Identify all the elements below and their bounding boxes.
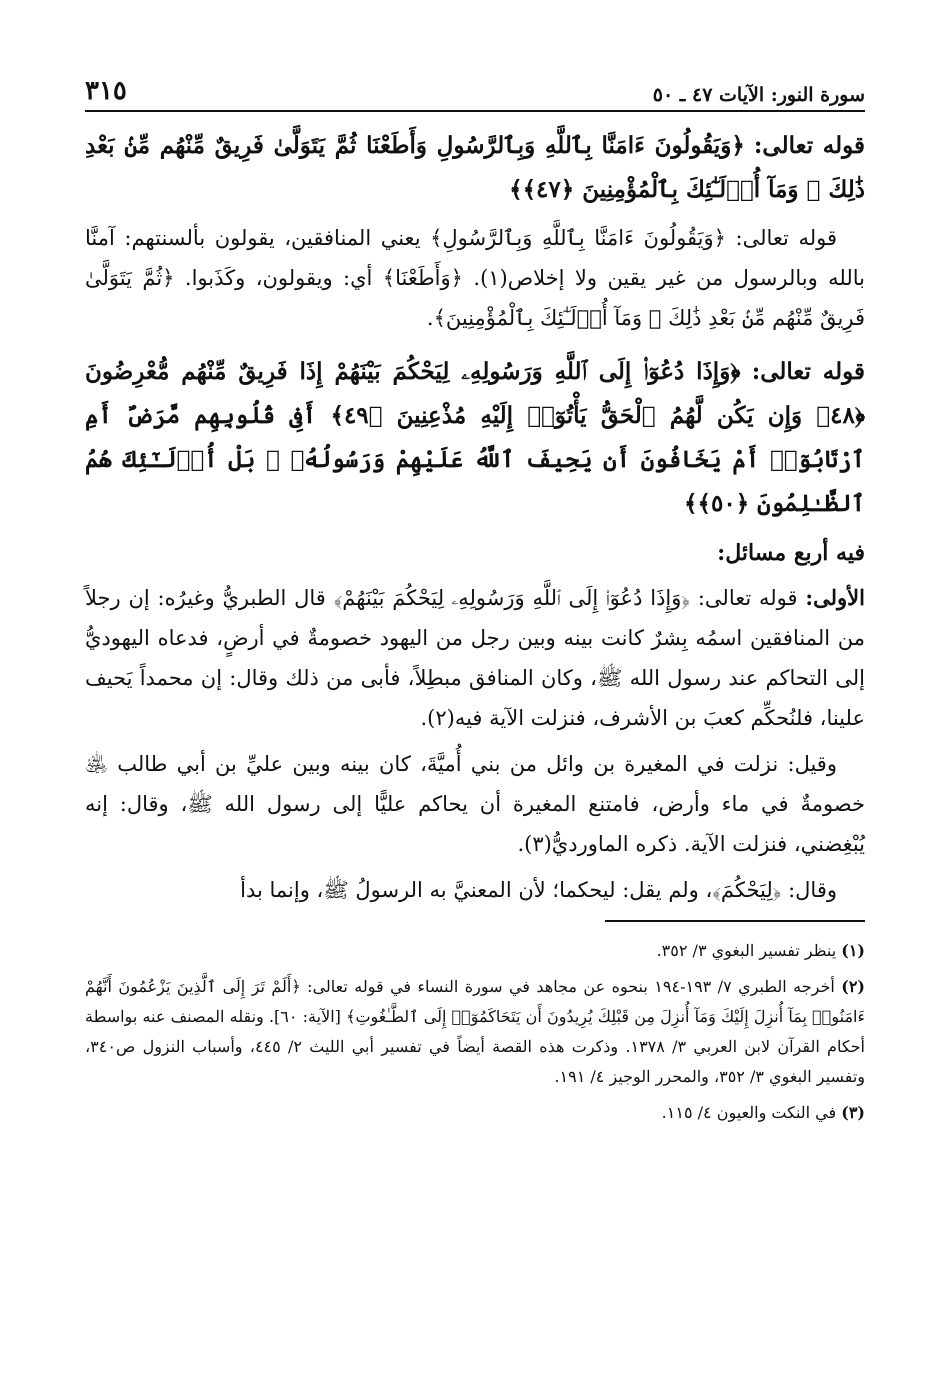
footnote-3 <box>85 1098 865 1128</box>
footnotes <box>85 936 865 1128</box>
verse-block-47 <box>85 124 865 212</box>
verse-lead: قوله تعالى: <box>751 358 865 385</box>
running-header <box>85 68 865 112</box>
verse-lead: قوله تعالى: <box>753 132 866 159</box>
quran-verse-text: ﴿وَيَقُولُونَ ءَامَنَّا بِٱللَّهِ وَبِٱلرَّسُولِ وَأَطَعْنَا ثُمَّ يَتَوَلَّىٰ فَرِيقٌ مِّنْهُم مِّنۢ بَعْدِ ذَٰلِكَ ۚ وَمَآ أُو۟لَـٰٓئِكَ بِٱلْمُؤْمِنِينَ ﴿٤٧﴾﴾ <box>85 132 865 203</box>
issue-label: الأولى: <box>805 585 865 610</box>
footnote-text: ينظر تفسير البغوي ٣/ ٣٥٢. <box>656 941 837 960</box>
commentary-paragraph: وقال: ﴿لِيَحْكُمَ﴾، ولم يقل: ليحكما؛ لأن المعنيَّ به الرسولُ ﷺ، وإنما بدأ <box>240 878 837 902</box>
commentary-paragraph: قوله تعالى: ﴿وَيَقُولُونَ ءَامَنَّا بِٱللَّهِ وَبِٱلرَّسُولِ﴾ يعني المنافقين، يقولون بألسنتهم: آمنَّا بالله وبالرسول من غير يقين ولا إخلاص(١). ﴿وَأَطَعْنَا﴾ أي: ويقولون، وكَذَبوا. ﴿ثُمَّ يَتَوَلَّىٰ فَرِيقٌ مِّنْهُم مِّنۢ بَعْدِ ذَٰلِكَ ۚ وَمَآ أُو۟لَـٰٓئِكَ بِٱلْمُؤْمِنِينَ﴾. <box>85 226 865 330</box>
footnote-1 <box>85 936 865 966</box>
page-number: ٣١٥ <box>85 76 127 106</box>
footnote-text: في النكت والعيون ٤/ ١١٥. <box>661 1103 837 1122</box>
header-title: سورة النور: الآيات ٤٧ ـ ٥٠ <box>652 84 865 106</box>
commentary-paragraph: وقيل: نزلت في المغيرة بن وائل من بني أُميَّةَ، كان بينه وبين عليِّ بن أبي طالب ﵁ خصومةٌ في ماء وأرض، فامتنع المغيرة أن يحاكم عليًّا إلى رسول الله ﷺ، وقال: إنه يُبْغِضني، فنزلت الآية. ذكره الماورديُّ(٣). <box>85 752 865 856</box>
footnote-mark: (٣) <box>841 1103 865 1122</box>
footnote-text: أخرجه الطبري ٧/ ١٩٣-١٩٤ بنحوه عن مجاهد في سورة النساء في قوله تعالى: ﴿أَلَمْ تَرَ إِلَى ٱلَّذِينَ يَزْعُمُونَ أَنَّهُمْ ءَامَنُوا۟ بِمَآ أُنزِلَ إِلَيْكَ وَمَآ أُنزِلَ مِن قَبْلِكَ يُرِيدُونَ أَن يَتَحَاكَمُوٓا۟ إِلَى ٱلطَّـٰغُوتِ﴾ [الآية: ٦٠]. ونقله المصنف عنه بواسطة أحكام القرآن لابن العربي ٣/ ١٣٧٨. وذكرت هذه القصة أيضاً في تفسير أبي الليث ٢/ ٤٤٥، وأسباب النزول ص٣٤٠، وتفسير البغوي ٣/ ٣٥٢، والمحرر الوجيز ٤/ ١٩١. <box>85 977 865 1086</box>
footnote-mark: (٢) <box>841 977 865 996</box>
section-heading: فيه أربع مسائل: <box>717 540 865 566</box>
issue-text: قوله تعالى: ﴿وَإِذَا دُعُوٓا۟ إِلَى ٱللَّهِ وَرَسُولِهِۦ لِيَحْكُمَ بَيْنَهُمْ﴾ قال الطبريُّ وغيرُه: إن رجلاً من المنافقين اسمُه بِشرٌ كانت بينه وبين رجل من اليهود خصومةٌ في أرضٍ، فدعاه اليهوديُّ إلى التحاكم عند رسول الله ﷺ، وكان المنافق مبطِلاً، فأبى من ذلك وقال: إن محمداً يَحيف علينا، فلنُحكِّم كعبَ بن الأشرف، فنزلت الآية فيه(٢). <box>85 586 865 730</box>
footnote-divider <box>605 920 865 922</box>
quran-verse-text: ﴿وَإِذَا دُعُوٓا۟ إِلَى ٱللَّهِ وَرَسُولِهِۦ لِيَحْكُمَ بَيْنَهُمْ إِذَا فَرِيقٌ مِّنْهُم مُّعْرِضُونَ ﴿٤٨﴾ وَإِن يَكُن لَّهُمُ ٱلْحَقُّ يَأْتُوٓا۟ إِلَيْهِ مُذْعِنِينَ ﴿٤٩﴾ أَفِى قُلُوبِهِم مَّرَضٌ أَمِ ٱرْتَابُوٓا۟ أَمْ يَخَافُونَ أَن يَحِيفَ ٱللَّهُ عَلَيْهِمْ وَرَسُولُهُۥ ۚ بَلْ أُو۟لَـٰٓئِكَ هُمُ ٱلظَّـٰلِمُونَ ﴿٥٠﴾﴾ <box>85 358 866 517</box>
verse-block-48-50 <box>85 350 865 526</box>
footnote-2 <box>85 972 865 1092</box>
book-page <box>85 68 865 1134</box>
first-issue-paragraph <box>85 578 865 738</box>
footnote-mark: (١) <box>841 941 865 960</box>
